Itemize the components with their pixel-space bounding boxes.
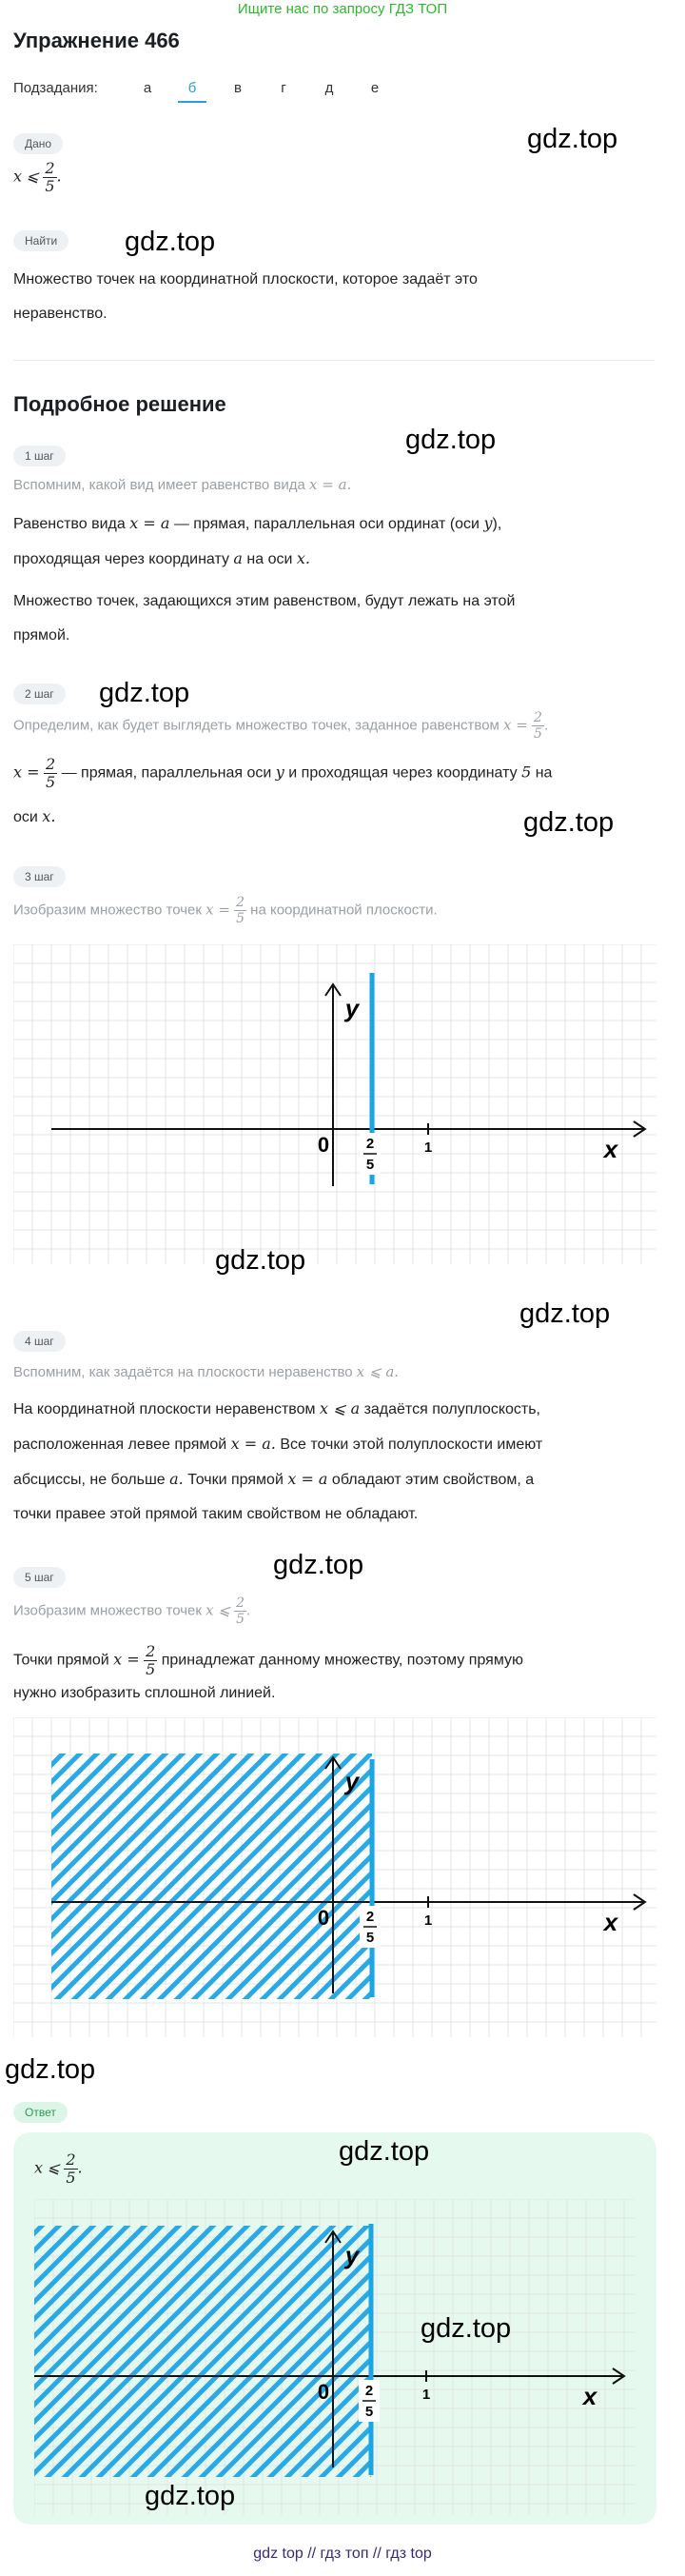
hatch-stroke [13,1717,48,2037]
hatch-stroke [653,1717,656,2037]
fraction-numerator: 2 [365,1136,375,1152]
step3-hint: Изобразим множество точек x = $\frac{2}{5}$ на координатной плоскости. [13,895,438,926]
step5-hint: Изобразим множество точек x ⩽ $\frac{2}{5}$ . [13,1595,251,1627]
answer-expression: x ⩽ $\frac{2}{5}$ . [34,2150,83,2187]
step5-text-2: нужно изобразить сплошной линией. [13,1685,276,1701]
hatch-stroke [499,1717,656,2037]
origin-label: 0 [317,1906,330,1930]
hatch-stroke [506,2199,636,2515]
tab-d[interactable]: д [324,80,334,96]
watermark: gdz.top [99,678,190,708]
step1-hint: Вспомним, какой вид имеет равенство вида x = a. [13,476,352,493]
hatch-stroke [13,1717,30,2037]
hatch-stroke [362,1717,656,2037]
graph-halfplane [13,1717,656,2037]
hatch-stroke [523,2199,636,2515]
hatch-stroke [464,1717,656,2037]
given-expression: x ⩽ $\frac{2}{5}$ . [13,159,62,195]
hatch-stroke [626,2199,636,2515]
hatch-stroke [618,1717,656,2037]
hatch-stroke [636,1717,656,2037]
fraction-numerator: 2 [365,1909,375,1925]
find-text: Множество точек на координатной плоскости, которое задаёт это неравенство. [13,271,478,322]
watermark: gdz.top [523,807,615,838]
step2-hint: Определим, как будет выглядеть множество точек, заданное равенством x = $\frac{2}{5}$ . [13,710,549,742]
hatch-stroke [567,1717,656,2037]
tick-label: 1 [421,2387,431,2403]
hatch-stroke [489,2199,636,2515]
watermark: gdz.top [215,1245,306,1276]
step2-tag: 2 шаг [13,684,66,704]
watermark: gdz.top [339,2136,430,2167]
hatch-stroke [369,2199,636,2515]
step3-tag: 3 шаг [13,866,66,887]
footer[interactable]: gdz top // гдз топ // гдз top [253,2546,432,2562]
graph-answer [34,2199,636,2515]
hatch-area [13,1717,656,2037]
hatch-stroke [455,2199,636,2515]
y-axis-label: y [344,994,360,1022]
hatch-stroke [335,2199,636,2515]
tick-label: 1 [423,1139,433,1156]
hatch-stroke [386,2199,636,2515]
tab-e[interactable]: е [370,80,380,96]
answer-tag: Ответ [13,2102,68,2123]
watermark: gdz.top [5,2054,96,2085]
step2-text: x = $\frac{2}{5}$ — прямая, параллельная оси y и проходящая через координату 5 на [13,755,553,791]
y-axis-label: y [344,2241,360,2269]
hatch-stroke [396,1717,656,2037]
step5-tag: 5 шаг [13,1567,66,1588]
hatch-stroke [584,1717,656,2037]
subtasks-label: Подзадания: [13,80,98,96]
hatch-area [34,2199,636,2515]
x-axis-label: x [603,1135,618,1163]
hatch-stroke [352,2199,636,2515]
hatch-stroke [344,1717,656,2037]
hatch-stroke [13,1717,82,2037]
watermark: gdz.top [405,425,497,455]
watermark: gdz.top [145,2481,236,2511]
tab-v[interactable]: в [234,80,242,96]
step4-tag: 4 шаг [13,1331,66,1352]
find-tag: Найти [13,230,68,251]
hatch-stroke [540,2199,636,2515]
x-axis-label: x [603,1908,618,1936]
tab-b[interactable]: б [178,76,206,103]
top-banner[interactable]: Ищите нас по запросу ГДЗ ТОП [237,1,448,17]
watermark: gdz.top [125,227,216,257]
hatch-stroke [609,2199,636,2515]
hatch-stroke [601,1717,656,2037]
tick-label: 1 [423,1912,433,1929]
divider [13,360,655,361]
hatch-stroke [379,1717,656,2037]
step2-text-2: оси x. [13,807,56,825]
y-axis-label: y [344,1767,360,1795]
hatch-stroke [516,1717,656,2037]
origin-label: 0 [317,2380,330,2404]
watermark: gdz.top [421,2313,512,2344]
hatch-stroke [447,1717,656,2037]
page-title: Упражнение 466 [13,29,180,52]
given-tag: Дано [13,133,63,154]
x-axis-label: x [582,2382,597,2410]
step1-tag: 1 шаг [13,446,66,466]
watermark: gdz.top [527,124,618,154]
tab-a[interactable]: а [143,80,152,96]
solution-title: Подробное решение [13,392,226,416]
step4-hint: Вспомним, как задаётся на плоскости неравенство x ⩽ a. [13,1363,400,1380]
step5-text: Точки прямой x = $\frac{2}{5}$ принадлежат данному множеству, поэтому прямую [13,1642,524,1678]
hatch-stroke [403,2199,636,2515]
hatch-stroke [438,2199,636,2515]
fraction-denominator: 5 [365,1930,375,1946]
fraction-denominator: 5 [364,2404,374,2420]
fraction-numerator: 2 [364,2383,374,2399]
watermark: gdz.top [519,1298,611,1329]
fraction-denominator: 5 [365,1157,375,1173]
tab-g[interactable]: г [281,80,286,96]
graph-line [13,944,656,1264]
step1-text: Равенство вида x = a — прямая, параллельная оси ординат (оси y), проходящая через координату a на оси x. Множество точек, задающихся этим равенством, будут лежать на этой прямой. [13,514,516,644]
hatch-stroke [533,1717,656,2037]
watermark: gdz.top [273,1550,364,1580]
origin-label: 0 [317,1133,330,1157]
hatch-stroke [472,2199,636,2515]
step4-text: На координатной плоскости неравенством x ⩽ a задаётся полуплоскость, расположенная левее прямой x = a. Все точки этой полуплоскости имеют абсциссы, не больше a. Точки прямой x = a обладают этим свойством, а точки правее этой прямой таким свойством не обладают. [13,1399,543,1522]
hatch-stroke [592,2199,636,2515]
hatch-stroke [413,1717,656,2037]
